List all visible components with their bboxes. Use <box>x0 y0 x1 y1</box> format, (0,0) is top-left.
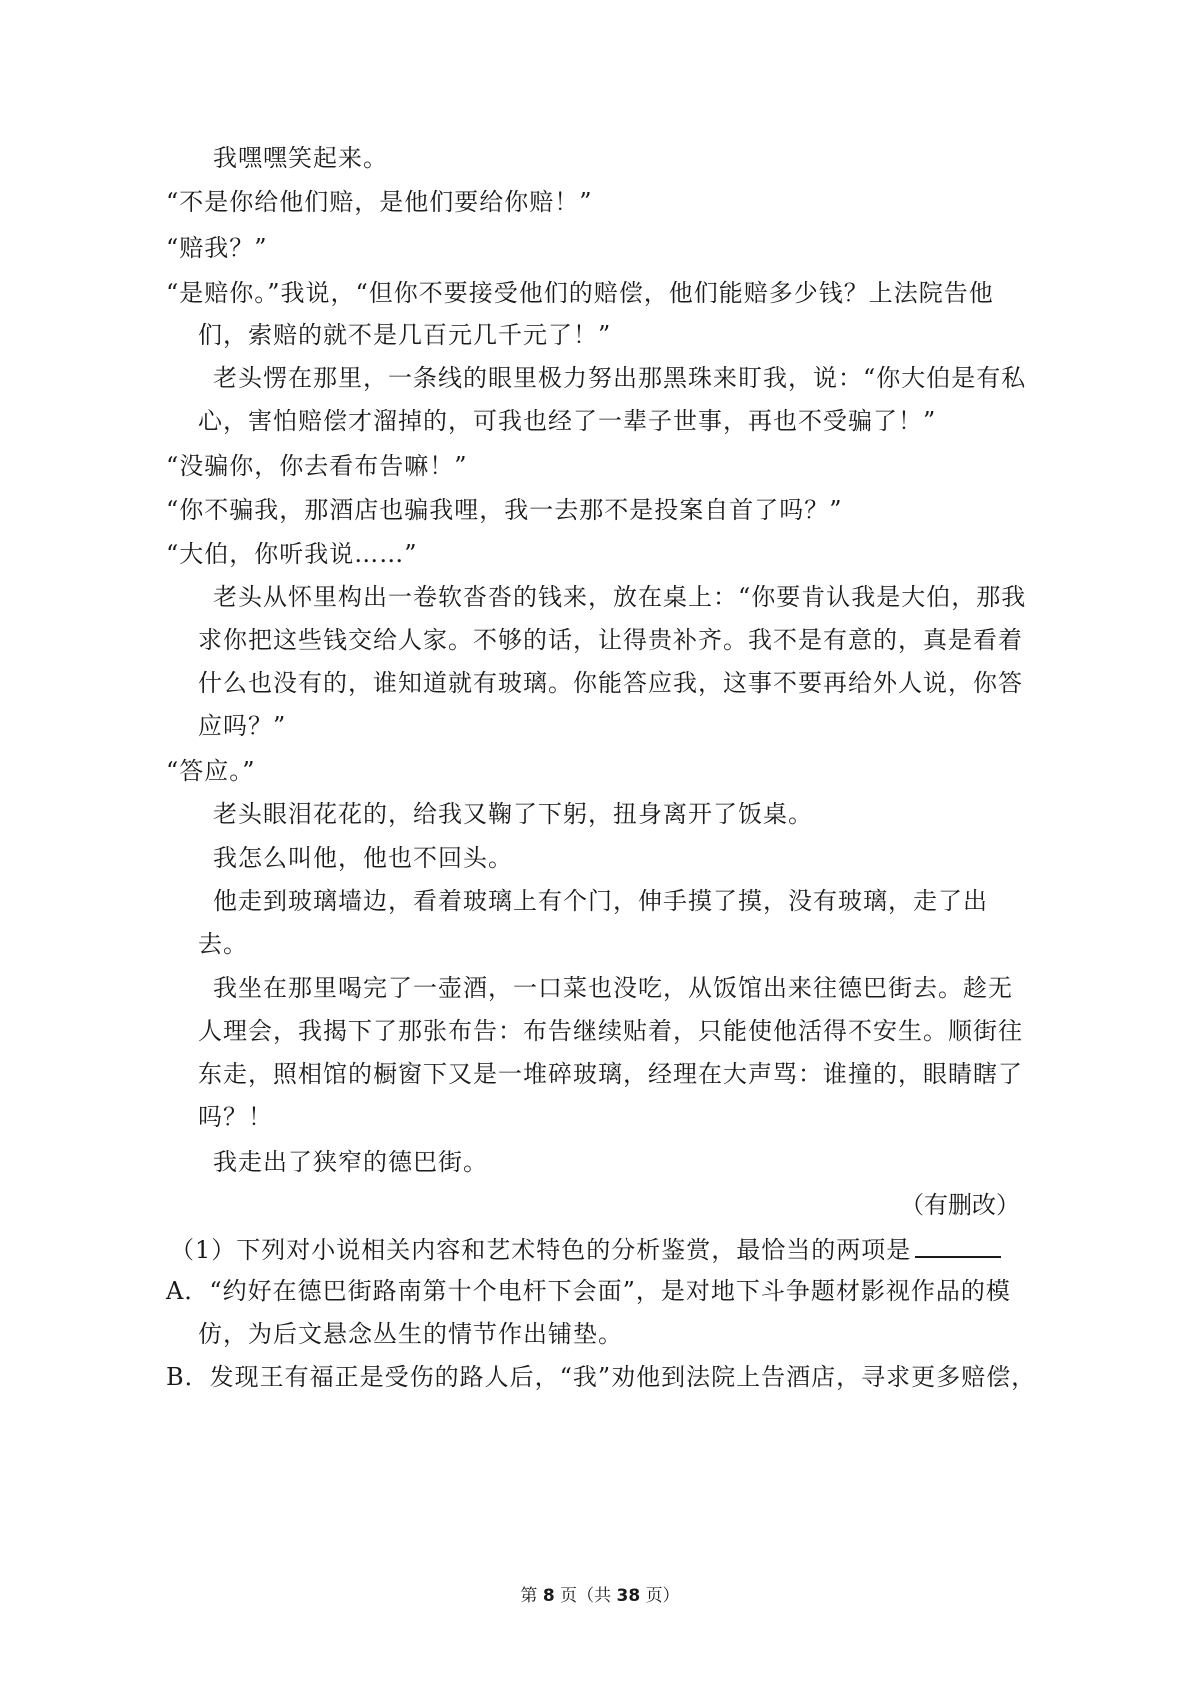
question-stem <box>170 1234 1001 1265</box>
source-note: （有删改） <box>900 1191 1020 1219</box>
option-line: A．“约好在德巴街路南第十个电杆下会面”，是对地下斗争题材影视作品的模 <box>166 1277 1011 1305</box>
story-line: 我走出了狭窄的德巴街。 <box>213 1148 488 1176</box>
story-line: 老头从怀里构出一卷软沓沓的钱来，放在桌上：“你要肯认我是大伯，那我 <box>213 583 1027 611</box>
story-line: 去。 <box>198 930 248 958</box>
story-line: 求你把这些钱交给人家。不够的话，让得贵补齐。我不是有意的，真是看着 <box>198 626 1023 654</box>
story-line: 应吗？” <box>198 712 287 740</box>
footer-middle: 页（共 <box>560 1586 612 1606</box>
question-stem-text: （1）下列对小说相关内容和艺术特色的分析鉴赏，最恰当的两项是 <box>170 1236 912 1264</box>
story-line: 人理会，我揭下了那张布告：布告继续贴着，只能使他活得不安生。顺街往 <box>198 1017 1023 1045</box>
story-line: 我怎么叫他，他也不回头。 <box>213 844 513 872</box>
story-line: 老头眼泪花花的，给我又鞠了下躬，扭身离开了饭桌。 <box>213 800 813 828</box>
footer-suffix: 页） <box>645 1586 680 1606</box>
story-line: 老头愣在那里，一条线的眼里极力努出那黑珠来盯我，说：“你大伯是有私 <box>213 364 1027 392</box>
story-line: “没骗你，你去看布告嘛！” <box>166 452 468 480</box>
story-line: 他走到玻璃墙边，看着玻璃上有个门，伸手摸了摸，没有玻璃，走了出 <box>213 887 988 915</box>
story-line: 东走，照相馆的橱窗下又是一堆碎玻璃，经理在大声骂：谁撞的，眼睛瞎了 <box>198 1060 1023 1088</box>
story-line: 们，索赔的就不是几百元几千元了！” <box>198 321 612 349</box>
story-line: “你不骗我，那酒店也骗我哩，我一去那不是投案自首了吗？” <box>166 496 843 524</box>
story-line: 心，害怕赔偿才溜掉的，可我也经了一辈子世事，再也不受骗了！” <box>198 407 937 435</box>
option-line: B．发现王有福正是受伤的路人后，“我”劝他到法院上告酒店，寻求更多赔偿， <box>166 1363 1037 1391</box>
story-line: “大伯，你听我说……” <box>166 540 418 568</box>
story-line: “是赔你。”我说，“但你不要接受他们的赔偿，他们能赔多少钱？上法院告他 <box>166 279 994 307</box>
answer-blank <box>915 1234 1001 1258</box>
story-line: 什么也没有的，谁知道就有玻璃。你能答应我，这事不要再给外人说，你答 <box>198 669 1023 697</box>
story-line: “不是你给他们赔，是他们要给你赔！” <box>166 188 593 216</box>
footer-prefix: 第 <box>520 1586 538 1606</box>
footer-page-number: 8 <box>542 1586 555 1606</box>
story-line: “赔我？” <box>166 234 268 262</box>
footer-total-pages: 38 <box>616 1586 641 1606</box>
story-line: 我嘿嘿笑起来。 <box>213 144 388 172</box>
story-line: 吗？！ <box>198 1103 273 1131</box>
option-line: 仿，为后文悬念丛生的情节作出铺垫。 <box>198 1320 623 1348</box>
page-footer <box>0 1585 1200 1607</box>
story-line: 我坐在那里喝完了一壶酒，一口菜也没吃，从饭馆出来往德巴街去。趁无 <box>213 974 1013 1002</box>
story-line: “答应。” <box>166 757 256 785</box>
